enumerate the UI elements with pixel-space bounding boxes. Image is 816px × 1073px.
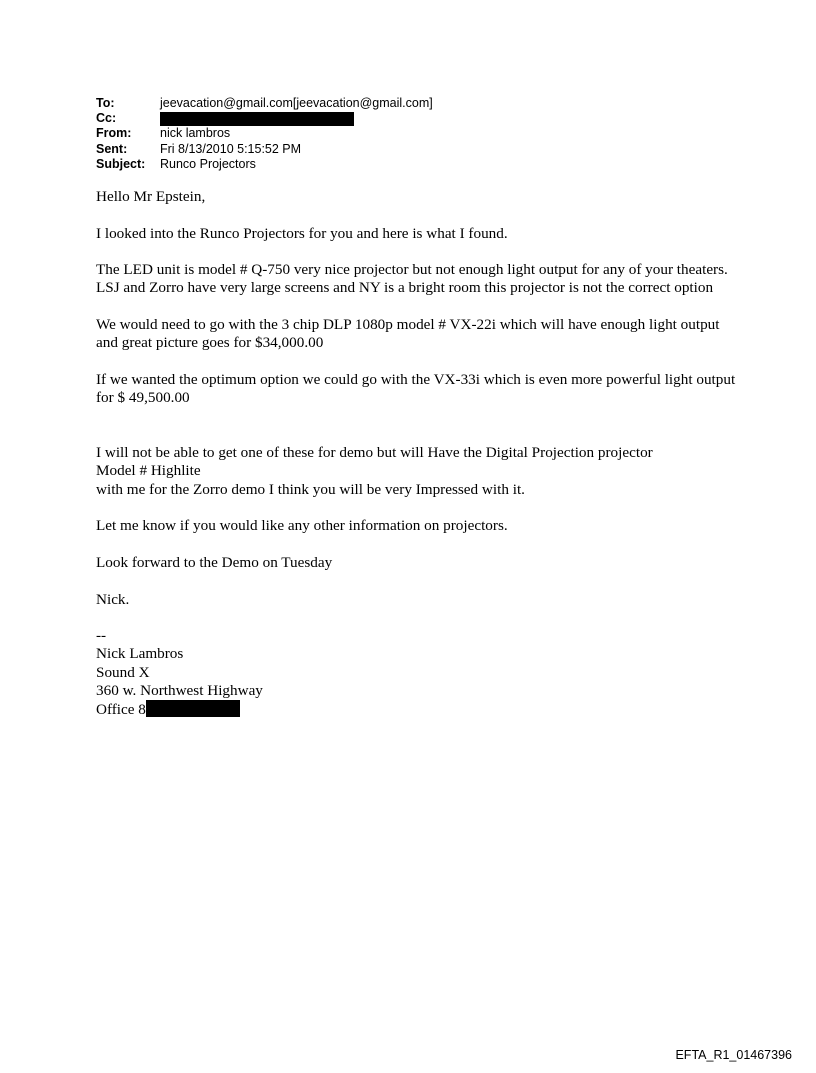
body-paragraph-1: I looked into the Runco Projectors for you and here is what I found. [96, 224, 508, 242]
from-value: nick lambros [160, 126, 231, 141]
body-paragraph-4: If we wanted the optimum option we could go with the VX-33i which is even more powerful light output for $ 49,500.00 [96, 370, 736, 407]
cc-redaction-box [160, 112, 354, 126]
to-row [96, 96, 433, 111]
greeting: Hello Mr Epstein, [96, 188, 206, 205]
signature-block [96, 627, 736, 719]
to-label: To: [96, 96, 115, 110]
signature-office [96, 700, 736, 719]
sent-row [96, 142, 433, 157]
sign-off: Nick. [96, 590, 130, 608]
from-row [96, 126, 433, 141]
body-paragraph-5-line-1: I will not be able to get one of these for demo but will Have the Digital Projection projector [96, 444, 653, 462]
office-redaction-box [146, 700, 240, 717]
body-paragraph-5-line-2: Model # Highlite [96, 462, 201, 480]
signature-company: Sound X [96, 663, 150, 681]
subject-row [96, 157, 433, 172]
subject-label: Subject: [96, 156, 146, 171]
document-id: EFTA_R1_01467396 [675, 1048, 792, 1062]
body-paragraph-5 [96, 444, 736, 499]
signature-separator: -- [96, 627, 107, 645]
body-paragraph-7: Look forward to the Demo on Tuesday [96, 553, 333, 571]
body-paragraph-6: Let me know if you would like any other information on projectors. [96, 517, 508, 535]
sent-label: Sent: [96, 141, 128, 156]
body-paragraph-2: The LED unit is model # Q-750 very nice projector but not enough light output for any of your theaters. LSJ and Zorro have very large screens and NY is a bright room this projector is not the correct option [96, 261, 728, 297]
cc-value [160, 111, 354, 126]
from-label: From: [96, 126, 132, 141]
email-body [96, 188, 736, 720]
to-value: jeevacation@gmail.com[jeevacation@gmail.com] [160, 96, 433, 110]
signature-name: Nick Lambros [96, 645, 184, 663]
cc-row [96, 111, 433, 126]
office-prefix: Office 8 [96, 701, 146, 719]
body-paragraph-5-line-3: with me for the Zorro demo I think you will be very Impressed with it. [96, 480, 525, 498]
email-header [96, 96, 433, 172]
body-paragraph-3: We would need to go with the 3 chip DLP 1080p model # VX-22i which will have enough light output and great picture goes for $34,000.00 [96, 316, 720, 352]
sent-value: Fri 8/13/2010 5:15:52 PM [160, 141, 302, 156]
subject-value: Runco Projectors [160, 156, 256, 171]
cc-label: Cc: [96, 111, 117, 126]
signature-address: 360 w. Northwest Highway [96, 682, 263, 700]
